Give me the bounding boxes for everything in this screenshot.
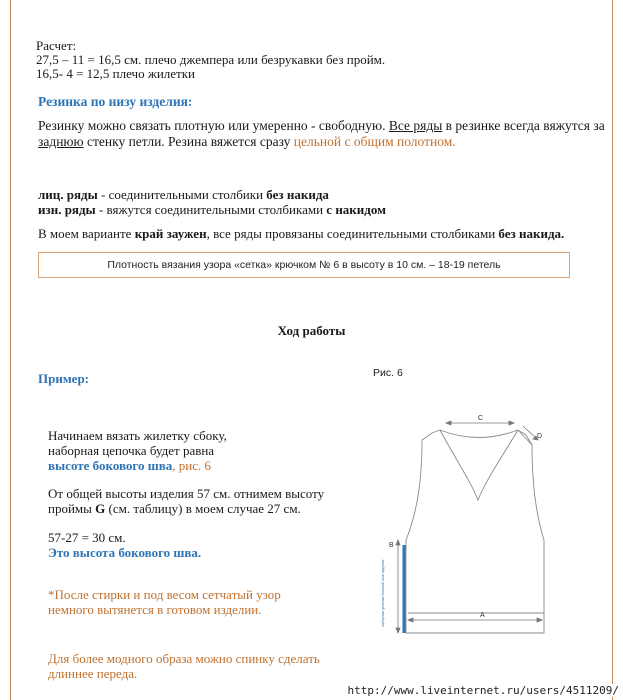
example-p3-line-1: 57-27 = 30 см. bbox=[48, 530, 126, 545]
variant-text: , все ряды провязаны соединительными столбиками bbox=[206, 226, 499, 241]
calc-heading: Расчет: bbox=[36, 38, 77, 53]
label-a: A bbox=[480, 612, 485, 619]
example-heading: Пример: bbox=[38, 371, 90, 386]
ribbing-text: в резинке всегда вяжутся за bbox=[442, 118, 605, 133]
back-rows-text: - вяжутся соединительными столбиками bbox=[95, 202, 327, 217]
back-rows-line bbox=[38, 202, 386, 217]
label-d: D bbox=[537, 433, 543, 440]
variant-line bbox=[38, 226, 564, 241]
ribbing-paragraph-line-2 bbox=[38, 134, 456, 150]
example-p3-line-2: Это высота бокового шва. bbox=[48, 545, 202, 560]
ribbing-highlight: цельной с общим полотном. bbox=[293, 134, 456, 149]
tip-line-1: Для более модного образа можно спинку сделать bbox=[48, 651, 320, 666]
ribbing-underlined: Все ряды bbox=[388, 118, 443, 133]
arrow-c-left bbox=[446, 421, 451, 425]
arrow-b-bottom bbox=[396, 628, 400, 633]
front-rows-text: - соединительными столбики bbox=[97, 187, 267, 202]
figure-label: Рис. 6 bbox=[373, 367, 403, 379]
neck-curve bbox=[440, 430, 518, 438]
example-bold-g: G bbox=[95, 501, 106, 516]
front-rows-bold: без накида bbox=[266, 187, 329, 202]
example-text: проймы bbox=[48, 501, 96, 516]
footer-url[interactable]: http://www.liveinternet.ru/users/4511209/ bbox=[347, 684, 619, 697]
note-line-2: немного вытянется в готовом изделии. bbox=[48, 602, 262, 617]
arrow-a-left bbox=[408, 618, 413, 622]
variant-bold: край заужен bbox=[134, 226, 207, 241]
note-line-1: *После стирки и под весом сетчатый узор bbox=[48, 587, 281, 602]
example-p1-line-3 bbox=[48, 458, 211, 473]
example-text: (см. таблицу) в моем случае 27 см. bbox=[105, 501, 301, 516]
ribbing-paragraph-line-1 bbox=[38, 118, 605, 134]
calc-line-2: 16,5- 4 = 12,5 плечо жилетки bbox=[36, 66, 195, 81]
back-rows-bold: с накидом bbox=[326, 202, 386, 217]
side-seam-height: высоте бокового шва bbox=[48, 458, 173, 473]
back-rows-label: изн. ряды bbox=[38, 202, 96, 217]
front-rows-line bbox=[38, 187, 329, 202]
vest-outline bbox=[406, 430, 544, 633]
figure-ref: , рис. 6 bbox=[172, 458, 211, 473]
ribbing-text: стенку петли. Резина вяжется сразу bbox=[83, 134, 294, 149]
example-p1-line-2: наборная цепочка будет равна bbox=[48, 443, 215, 458]
tip-line-2: длиннее переда. bbox=[48, 666, 138, 681]
arrow-a-right bbox=[537, 618, 542, 622]
side-note: наборная цепочка боковой шов изделия bbox=[381, 559, 385, 627]
example-p2-line-2 bbox=[48, 501, 301, 516]
example-p2-line-1: От общей высоты изделия 57 см. отнимем высоту bbox=[48, 486, 325, 501]
calc-line-1: 27,5 – 11 = 16,5 см. плечо джемпера или безрукавки без пройм. bbox=[36, 52, 386, 67]
example-p1-line-1: Начинаем вязать жилетку сбоку, bbox=[48, 428, 227, 443]
vest-diagram bbox=[360, 405, 560, 645]
work-title: Ход работы bbox=[277, 323, 346, 338]
arrow-c-right bbox=[509, 421, 514, 425]
variant-bold: без накида. bbox=[498, 226, 565, 241]
label-b: B bbox=[389, 542, 394, 549]
density-box bbox=[38, 252, 570, 278]
density-text: Плотность вязания узора «сетка» крючком № 6 в высоту в 10 см. – 18-19 петель bbox=[107, 259, 501, 271]
variant-text: В моем варианте bbox=[38, 226, 135, 241]
arrow-b-top bbox=[396, 540, 400, 545]
front-rows-label: лиц. ряды bbox=[38, 187, 98, 202]
ribbing-heading: Резинка по низу изделия: bbox=[38, 94, 193, 109]
ribbing-text: Резинку можно связать плотную или умеренно - свободную. bbox=[38, 118, 389, 133]
ribbing-underlined: заднюю bbox=[38, 134, 84, 149]
label-c: C bbox=[478, 415, 484, 422]
